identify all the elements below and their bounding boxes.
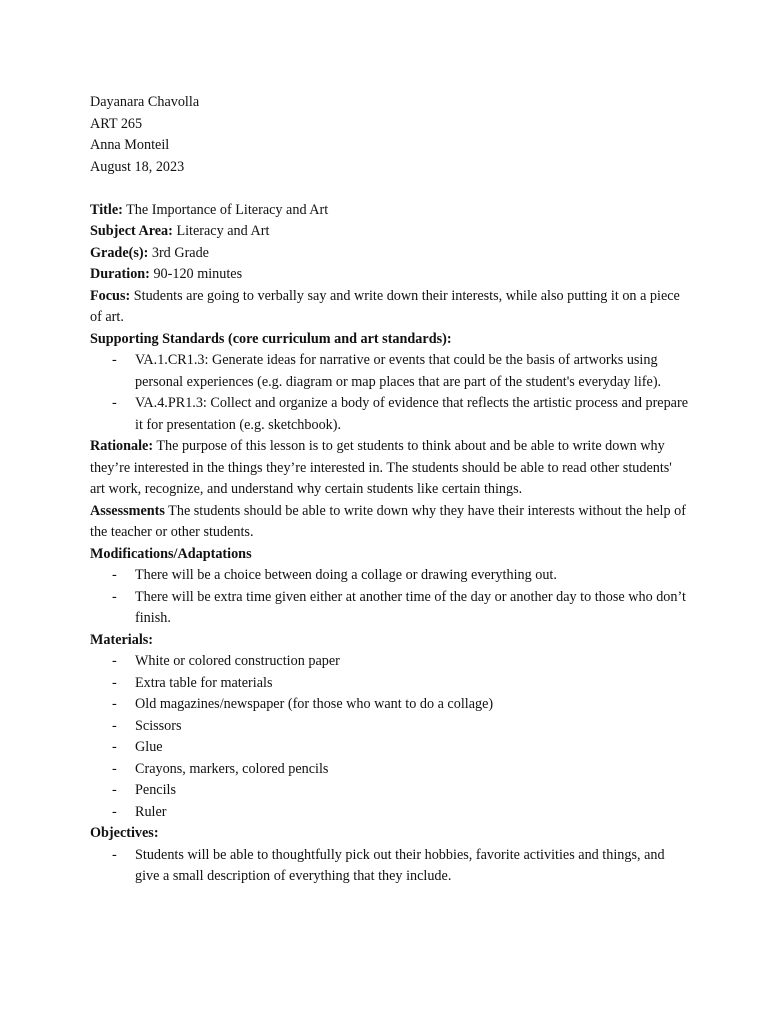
focus-value: Students are going to verbally say and write down their interests, while also putting it on a piece of art. <box>90 287 680 325</box>
subject-label: Subject Area: <box>90 223 173 239</box>
dash-bullet: - <box>112 739 117 755</box>
subject-value: Literacy and Art <box>172 223 270 239</box>
lesson-plan-document <box>90 92 690 888</box>
modifications-heading: Modifications/Adaptations <box>90 545 252 562</box>
list-item-text: Old magazines/newspaper (for those who want to do a collage) <box>135 696 494 712</box>
list-item <box>90 802 690 824</box>
list-item <box>90 393 690 436</box>
subject-line <box>90 221 690 243</box>
dash-bullet: - <box>112 352 117 368</box>
list-item-text: There will be a choice between doing a collage or drawing everything out. <box>135 567 557 583</box>
list-item <box>90 350 690 393</box>
spacer <box>90 178 690 200</box>
title-value: The Importance of Literacy and Art <box>122 201 329 218</box>
list-item-text: Scissors <box>135 717 182 734</box>
list-item <box>90 694 690 716</box>
dash-bullet: - <box>112 395 117 411</box>
assessments-label: Assessments <box>90 502 165 519</box>
list-item <box>90 780 690 802</box>
dash-bullet: - <box>112 653 117 669</box>
assessments-value: The students should be able to write down why they have their interests without the help of the teacher or other students. <box>90 502 686 540</box>
list-item-text: Students will be able to thoughtfully pick out their hobbies, favorite activities and things, and give a small description of everything that they include. <box>135 846 665 884</box>
materials-heading: Materials: <box>90 631 154 648</box>
list-item <box>90 587 690 630</box>
list-item-text: VA.4.PR1.3: Collect and organize a body of evidence that reflects the artistic process and prepare it for presentation (e.g. sketchbook). <box>135 395 688 433</box>
dash-bullet: - <box>112 846 117 863</box>
list-item-text: Extra table for materials <box>135 674 273 691</box>
objectives-heading: Objectives: <box>90 825 159 841</box>
course-code: ART 265 <box>90 115 143 132</box>
list-item-text: Pencils <box>135 782 176 798</box>
title-label: Title: <box>90 201 123 218</box>
list-item-text: Crayons, markers, colored pencils <box>135 760 329 777</box>
list-item-text: VA.1.CR1.3: Generate ideas for narrative or events that could be the basis of artworks using personal experiences (e.g. diagram or map places that are part of the student's everyday life). <box>135 352 662 390</box>
dash-bullet: - <box>112 567 117 583</box>
duration-label: Duration: <box>90 266 150 282</box>
student-name: Dayanara Chavolla <box>90 94 200 110</box>
objectives-list <box>90 845 690 888</box>
list-item <box>90 737 690 759</box>
rationale-value: The purpose of this lesson is to get students to think about and be able to write down why they’re interested in the things they’re interested in. The students should be able to read other students' art work, recognize, and understand why certain students like certain things. <box>90 438 672 497</box>
list-item-text: Glue <box>135 739 163 755</box>
dash-bullet: - <box>112 717 117 734</box>
focus-paragraph <box>90 286 690 329</box>
list-item <box>90 716 690 738</box>
grade-line <box>90 243 690 265</box>
list-item <box>90 673 690 695</box>
dash-bullet: - <box>112 782 117 798</box>
list-item <box>90 565 690 587</box>
dash-bullet: - <box>112 674 117 691</box>
dash-bullet: - <box>112 696 117 712</box>
title-line <box>90 200 690 222</box>
rationale-label: Rationale: <box>90 438 154 454</box>
duration-line <box>90 264 690 286</box>
standards-list <box>90 350 690 436</box>
list-item <box>90 845 690 888</box>
standards-heading: Supporting Standards (core curriculum and art standards): <box>90 330 452 347</box>
list-item-text: White or colored construction paper <box>135 653 340 669</box>
duration-value: 90-120 minutes <box>149 266 243 282</box>
dash-bullet: - <box>112 588 117 605</box>
grade-label: Grade(s): <box>90 244 149 261</box>
list-item <box>90 651 690 673</box>
instructor-name: Anna Monteil <box>90 137 170 153</box>
assessments-paragraph <box>90 501 690 544</box>
modifications-list <box>90 565 690 630</box>
focus-label: Focus: <box>90 287 131 304</box>
dash-bullet: - <box>112 760 117 777</box>
list-item-text: Ruler <box>135 803 167 820</box>
rationale-paragraph <box>90 436 690 501</box>
list-item <box>90 759 690 781</box>
dash-bullet: - <box>112 803 117 820</box>
materials-list <box>90 651 690 823</box>
document-date: August 18, 2023 <box>90 158 185 175</box>
grade-value: 3rd Grade <box>148 244 209 261</box>
list-item-text: There will be extra time given either at another time of the day or another day to those who don’t finish. <box>135 588 686 626</box>
